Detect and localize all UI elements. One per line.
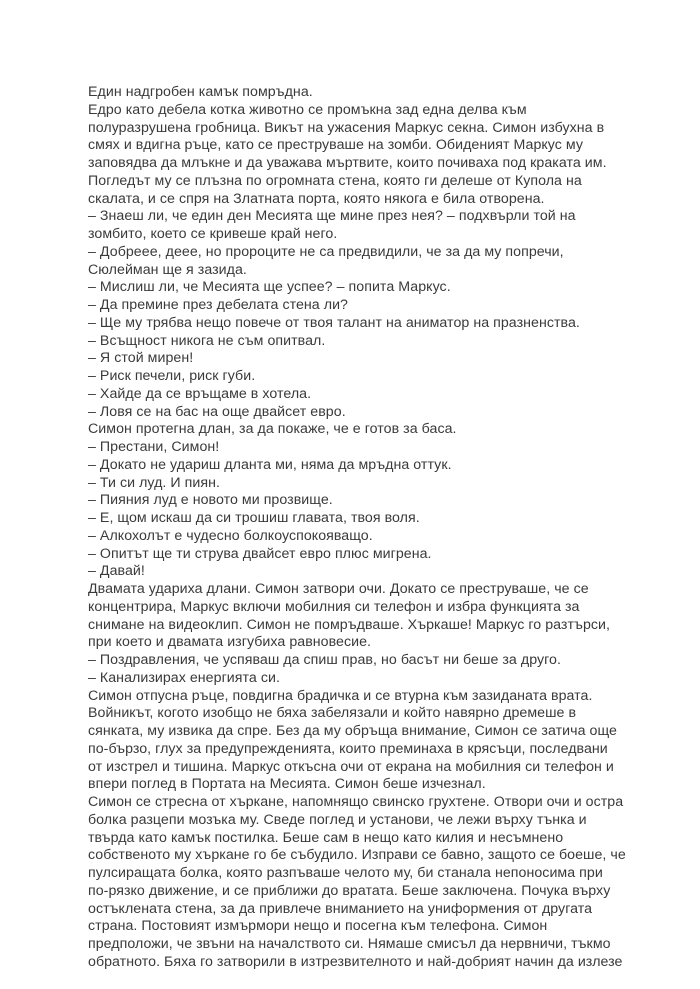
text-line: страна. Постовият измърмори нещо и посегна към телефона. Симон bbox=[88, 918, 548, 935]
text-line: – Поздравления, че успяваш да спиш прав, но басът ни беше за друго. bbox=[88, 652, 561, 668]
text-line: – Докато не удариш дланта ми, няма да мръдна оттук. bbox=[88, 456, 452, 473]
text-line: полуразрушена гробница. Викът на ужасения Маркус секна. Симон избухна в bbox=[88, 119, 605, 136]
text-line: от изстрел и тишина. Маркус откъсна очи от екрана на мобилния си телефон и bbox=[88, 758, 614, 775]
text-line: Войникът, когото изобщо не бяха забелязали и който навярно дремеше в bbox=[88, 705, 577, 722]
text-line: предположи, че звъни на началството си. Нямаше смисъл да нервничи, тъкмо bbox=[88, 936, 611, 952]
text-line: Симон се стресна от хъркане, напомнящо свинско грухтене. Отвори очи и остра bbox=[88, 794, 624, 810]
text-line: – Давай! bbox=[88, 563, 145, 580]
text-line: сянката, му извика да спре. Без да му обръща внимание, Симон се затича още bbox=[88, 723, 617, 739]
text-line: пулсиращата болка, която разпъваше челото му, би станала непоносима при bbox=[88, 865, 603, 881]
text-line: Симон протегна длан, за да покаже, че е готов за баса. bbox=[88, 421, 457, 438]
text-line: концентрира, Маркус включи мобилния си телефон и избра функцията за bbox=[88, 598, 580, 615]
text-line: – Ти си луд. И пиян. bbox=[88, 474, 220, 491]
text-line: – Да премине през дебелата стена ли? bbox=[88, 297, 348, 313]
text-line: впери поглед в Портата на Месията. Симон беше изчезнал. bbox=[88, 776, 486, 793]
text-line: смях и вдигна ръце, като се преструваше на зомби. Обиденият Маркус му bbox=[88, 137, 584, 154]
text-line: – Знаеш ли, че един ден Месията ще мине през нея? – подхвърли той на bbox=[88, 208, 576, 225]
text-line: – Хайде да се връщаме в хотела. bbox=[88, 385, 312, 402]
text-line: остъклената стена, за да привлече вниманието на униформения от другата bbox=[88, 900, 593, 917]
text-line: – Пияния луд е новото ми прозвище. bbox=[88, 492, 333, 509]
text-line: – Ловя се на бас на още двайсет евро. bbox=[88, 403, 346, 420]
body-text bbox=[88, 84, 628, 972]
text-line: – Добреее, деее, но пророците не са предвидили, че за да му попречи, bbox=[88, 243, 564, 260]
text-line: – Опитът ще ти струва двайсет евро плюс мигрена. bbox=[88, 545, 432, 562]
text-line: снимане на видеоклип. Симон не помръдваше. Хъркаше! Маркус го разтърси, bbox=[88, 616, 611, 633]
text-line: Симон отпусна ръце, повдигна брадичка и се втурна към зазиданата врата. bbox=[88, 687, 593, 704]
text-line: – Е, щом искаш да си трошиш главата, твоя воля. bbox=[88, 510, 420, 526]
text-line: – Риск печели, риск губи. bbox=[88, 368, 256, 384]
text-line: обратното. Бяха го затворили в изтрезвителното и най-добрият начин да излезе bbox=[88, 953, 623, 970]
text-line: твърда като камък постилка. Беше сам в нещо като килия и несъмнено bbox=[88, 829, 564, 846]
text-line: при което и двамата изгубиха равновесие. bbox=[88, 634, 372, 651]
text-line: – Всъщност никога не съм опитвал. bbox=[88, 332, 326, 349]
text-line: Сюлейман ще я зазида. bbox=[88, 261, 247, 278]
text-line: Двамата удариха длани. Симон затвори очи. Докато се преструваше, че се bbox=[88, 581, 589, 597]
text-line: – Ще му трябва нещо повече от твоя талант на аниматор на празненства. bbox=[88, 314, 580, 331]
text-line: по-бързо, глух за предупрежденията, които преминаха в крясъци, последвани bbox=[88, 740, 608, 757]
text-line: заповядва да млъкне и да уважава мъртвите, които почиваха под краката им. bbox=[88, 155, 607, 171]
text-line: Погледът му се плъзна по огромната стена, която ги делеше от Купола на bbox=[88, 172, 582, 189]
text-line: Едро като дебела котка животно се промъкна зад една делва към bbox=[88, 101, 527, 118]
text-line: – Престани, Симон! bbox=[88, 439, 220, 455]
text-line: – Алкохолът е чудесно болкоуспокояващо. bbox=[88, 527, 373, 544]
text-line: болка разцепи мозъка му. Сведе поглед и установи, че лежи върху тънка и bbox=[88, 811, 587, 828]
text-line: – Канализирах енергията си. bbox=[88, 669, 280, 686]
text-line: – Мислиш ли, че Месията ще успее? – попита Маркус. bbox=[88, 279, 451, 296]
text-line: – Я стой мирен! bbox=[88, 350, 194, 367]
text-line: Един надгробен камък помръдна. bbox=[88, 84, 313, 100]
text-line: собственото му хъркане го бе събудило. Изправи се бавно, защото се боеше, че bbox=[88, 847, 626, 864]
text-line: зомбито, което се кривеше край него. bbox=[88, 226, 338, 242]
text-line: скалата, и се спря на Златната порта, която някога е била отворена. bbox=[88, 190, 545, 207]
text-line: по-рязко движение, и се приближи до вратата. Беше заключена. Почука върху bbox=[88, 882, 611, 899]
